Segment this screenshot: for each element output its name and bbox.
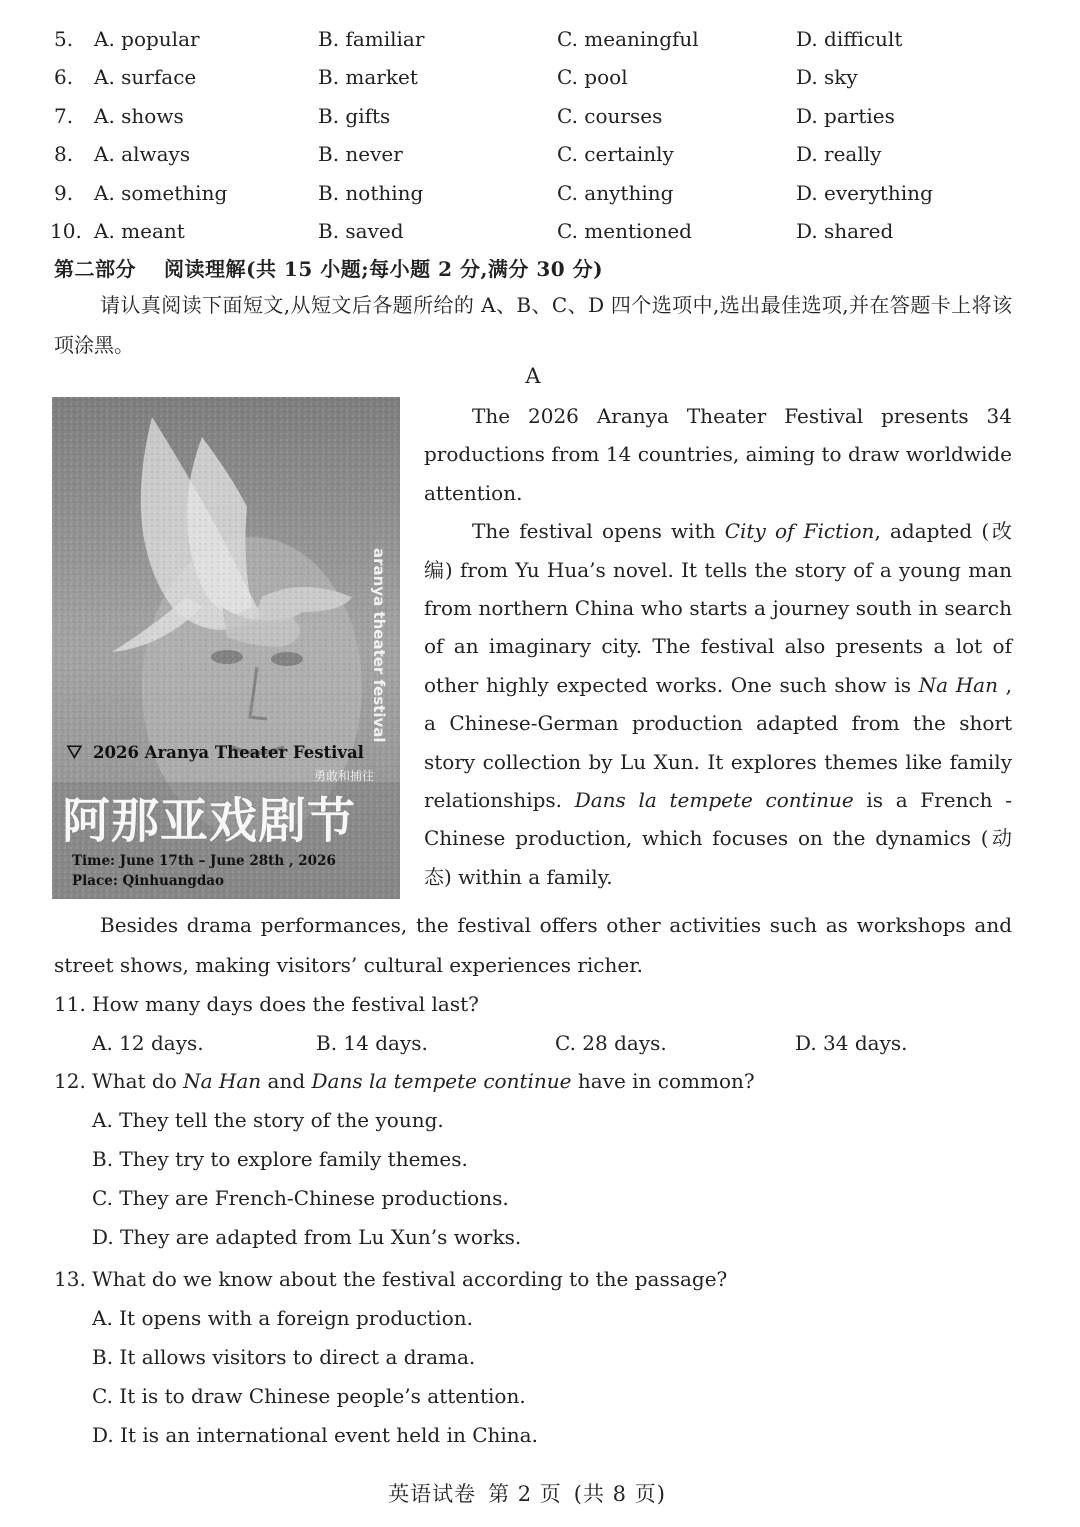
question-options bbox=[54, 1024, 1014, 1063]
option-a: A. surface bbox=[94, 65, 197, 90]
poster-title-en: 2026 Aranya Theater Festival bbox=[93, 743, 364, 762]
poster-side-text: aranya theater festival bbox=[370, 548, 388, 743]
show-title: Dans la tempete continue bbox=[574, 788, 854, 813]
show-title: Dans la tempete continue bbox=[311, 1069, 572, 1093]
question-number: 8. bbox=[54, 142, 74, 167]
option-d: D. difficult bbox=[796, 27, 903, 51]
question-12 bbox=[54, 1062, 1014, 1257]
option-a: A. It opens with a foreign production. bbox=[92, 1305, 473, 1330]
text-run: , a Chinese-German production adapted from the short story collection by Lu Xun. It explores themes like family relationships. bbox=[424, 672, 1012, 813]
option-b: B. They try to explore family themes. bbox=[92, 1146, 468, 1171]
show-title: City of Fiction bbox=[724, 519, 875, 544]
question-stem bbox=[54, 1062, 1014, 1101]
page-footer bbox=[0, 1478, 1054, 1508]
question-number: 7. bbox=[54, 103, 74, 128]
option-c: C. meaningful bbox=[557, 27, 699, 51]
option-a: A. shows bbox=[94, 103, 184, 128]
question-number: 10. bbox=[50, 218, 82, 243]
footer-total: (共 8 页) bbox=[573, 1482, 666, 1506]
option-row-8 bbox=[54, 135, 1014, 173]
option-row-6 bbox=[54, 58, 1014, 96]
text-run: and bbox=[261, 1069, 312, 1093]
option-b: B. familiar bbox=[318, 27, 425, 51]
poster-slogan: 勇敢和捕往 bbox=[314, 769, 375, 783]
poster-title-zh: 阿那亚戏剧节 bbox=[62, 793, 357, 849]
option-d: D. sky bbox=[796, 65, 858, 90]
option-a: A. popular bbox=[94, 27, 200, 51]
text-run: is a French - Chinese production, which focuses on the dynamics (动态) within a family. bbox=[424, 788, 1012, 889]
text-run: , adapted (改编) from Yu Hua’s novel. It tells the story of a young man from northern China who starts a journey south in search of an imaginary city. The festival also presents a lot of other highly expected works. One such show is bbox=[424, 519, 1012, 697]
option-d: D. 34 days. bbox=[795, 1030, 908, 1055]
section-subtitle: 阅读理解(共 15 小题;每小题 2 分,满分 30 分) bbox=[164, 257, 604, 281]
option-a: A. something bbox=[94, 180, 228, 205]
option-c: C. courses bbox=[557, 103, 663, 128]
option-b: B. 14 days. bbox=[316, 1030, 428, 1055]
option-c: C. certainly bbox=[557, 142, 674, 167]
option-c: C. 28 days. bbox=[555, 1030, 667, 1055]
option-b: B. market bbox=[318, 65, 418, 90]
option-c: C. anything bbox=[557, 180, 674, 205]
option-a: A. 12 days. bbox=[92, 1030, 204, 1055]
section-title: 第二部分 bbox=[54, 257, 136, 281]
option-row-9 bbox=[54, 174, 1014, 212]
passage-paragraph-2 bbox=[424, 512, 1012, 896]
cloze-options bbox=[50, 20, 1014, 250]
section-heading bbox=[54, 253, 603, 282]
option-d: D. It is an international event held in China. bbox=[92, 1422, 538, 1447]
footer-subject: 英语试卷 bbox=[388, 1482, 477, 1506]
question-number: 9. bbox=[54, 180, 74, 205]
option-row-10 bbox=[50, 212, 1014, 250]
question-number: 6. bbox=[54, 65, 74, 90]
question-number: 5. bbox=[54, 27, 74, 51]
triangle-logo-icon: ⛛ bbox=[66, 740, 83, 764]
option-c: C. pool bbox=[557, 65, 628, 90]
option-b: B. nothing bbox=[318, 180, 424, 205]
question-11 bbox=[54, 985, 1014, 1063]
option-a: A. always bbox=[94, 142, 191, 167]
option-row-5 bbox=[54, 20, 1014, 58]
option-b: B. gifts bbox=[318, 103, 391, 128]
option-b: B. It allows visitors to direct a drama. bbox=[92, 1344, 476, 1369]
option-c: C. It is to draw Chinese people’s attention. bbox=[92, 1383, 526, 1408]
text-run: The festival opens with bbox=[472, 519, 725, 544]
option-d: D. everything bbox=[796, 180, 933, 205]
question-stem: 13. What do we know about the festival according to the passage? bbox=[54, 1267, 728, 1291]
option-a: A. meant bbox=[94, 218, 185, 243]
option-d: D. They are adapted from Lu Xun’s works. bbox=[92, 1224, 522, 1249]
option-row-7 bbox=[54, 97, 1014, 135]
option-c: C. mentioned bbox=[557, 218, 692, 243]
show-title: Na Han bbox=[918, 672, 998, 697]
passage-text bbox=[424, 397, 1012, 896]
option-d: D. really bbox=[796, 142, 882, 167]
poster-time: Time: June 17th – June 28th , 2026 bbox=[72, 853, 336, 869]
option-d: D. shared bbox=[796, 218, 894, 243]
show-title: Na Han bbox=[183, 1069, 262, 1093]
question-stem: 11. How many days does the festival last? bbox=[54, 992, 479, 1016]
footer-page: 第 2 页 bbox=[488, 1482, 562, 1506]
passage-letter: A bbox=[525, 364, 541, 388]
question-13 bbox=[54, 1260, 1014, 1455]
option-b: B. never bbox=[318, 142, 403, 167]
passage-paragraph-3: Besides drama performances, the festival offers other activities such as workshops and street shows, making visitors’ cultural experiences richer. bbox=[54, 913, 1012, 977]
passage-paragraph-1: The 2026 Aranya Theater Festival presents 34 productions from 14 countries, aiming to draw worldwide attention. bbox=[424, 404, 1012, 505]
text-run: have in common? bbox=[571, 1069, 755, 1093]
option-b: B. saved bbox=[318, 218, 404, 243]
poster-place: Place: Qinhuangdao bbox=[72, 873, 225, 889]
section-instruction: 请认真阅读下面短文,从短文后各题所给的 A、B、C、D 四个选项中,选出最佳选项,并在答题卡上将该项涂黑。 bbox=[54, 293, 1012, 357]
text-run: 12. What do bbox=[54, 1069, 184, 1093]
option-d: D. parties bbox=[796, 103, 895, 128]
option-a: A. They tell the story of the young. bbox=[92, 1107, 444, 1132]
option-c: C. They are French-Chinese productions. bbox=[92, 1185, 509, 1210]
